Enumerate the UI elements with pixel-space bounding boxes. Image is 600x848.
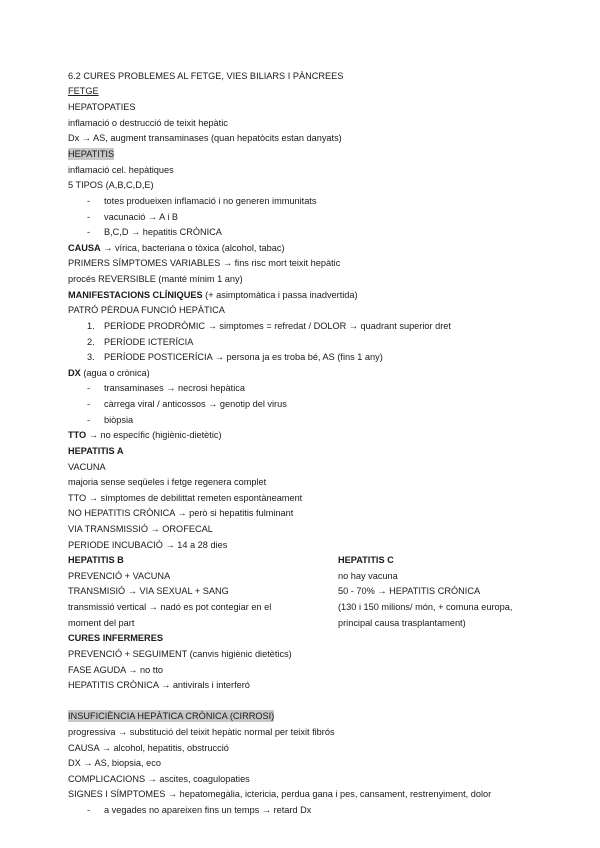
manifestacions-label: MANIFESTACIONS CLÍNIQUES bbox=[68, 290, 203, 300]
list-item: - vacunació → A i B bbox=[104, 211, 178, 223]
manifestacions-text: (+ asimptomàtica i passa inadvertida) bbox=[202, 290, 358, 300]
section-heading-hepatitis-c: HEPATITIS C bbox=[338, 555, 394, 565]
section-heading-fetge: FETGE bbox=[68, 86, 99, 96]
hepatitis-manifestacions bbox=[68, 289, 358, 301]
causa-text: → vírica, bacteriana o tòxica (alcohol, tabac) bbox=[100, 243, 285, 253]
hep-b-line: moment del part bbox=[68, 618, 135, 628]
hep-b-line: PREVENCIÓ + VACUNA bbox=[68, 571, 171, 581]
section-heading-cures-infermeres: CURES INFERMERES bbox=[68, 633, 163, 643]
hepatitis-causa bbox=[68, 242, 285, 254]
tto-label: TTO bbox=[68, 430, 87, 440]
list-item: - transaminases → necrosi hepàtica bbox=[104, 382, 245, 394]
hepatopaties-dx: Dx → AS, augment transaminases (quan hepatòcits estan danyats) bbox=[68, 133, 342, 143]
hep-b-line: TRANSMISIÓ → VIA SEXUAL + SANG bbox=[68, 586, 229, 596]
cures-line: PREVENCIÓ + SEGUIMENT (canvis higiènic dietètics) bbox=[68, 649, 292, 659]
list-item: - B,C,D → hepatitis CRÒNICA bbox=[104, 226, 222, 238]
hep-c-line: principal causa trasplantament) bbox=[338, 618, 466, 628]
causa-label: CAUSA bbox=[68, 243, 101, 253]
cures-line: FASE AGUDA → no tto bbox=[68, 665, 163, 675]
list-item: - càrrega viral / anticossos → genotip del virus bbox=[104, 398, 287, 410]
list-item: 2. PERÍODE ICTERÍCIA bbox=[87, 337, 194, 347]
hepatitis-types: 5 TIPOS (A,B,C,D,E) bbox=[68, 180, 154, 190]
list-item: 1. PERÍODE PRODRÒMIC → simptomes = refredat / DOLOR → quadrant superior dret bbox=[87, 321, 451, 331]
hepatitis-tto bbox=[68, 429, 222, 441]
hepatitis-proces: procés REVERSIBLE (manté mínim 1 any) bbox=[68, 274, 243, 284]
hep-c-line: no hay vacuna bbox=[338, 571, 398, 581]
dx-label: DX bbox=[68, 368, 81, 378]
hepatopaties-definition: inflamació o destrucció de teixit hepàtic bbox=[68, 118, 228, 128]
list-item: - biòpsia bbox=[104, 414, 133, 426]
section-heading-insuficiencia: INSUFICIÈNCIA HEPÀTICA CRÒNICA (CIRROSI) bbox=[68, 711, 275, 721]
hepatitis-definition: inflamació cel. hepàtiques bbox=[68, 165, 174, 175]
section-heading-hepatitis: HEPATITIS bbox=[68, 149, 115, 159]
tto-text: → no específic (higiènic-dietètic) bbox=[86, 430, 222, 440]
hep-a-line: NO HEPATITIS CRÒNICA → però si hepatitis fulminant bbox=[68, 508, 294, 518]
hep-b-line: transmissió vertical → nadó es pot contegiar en el bbox=[68, 602, 272, 612]
hep-c-line: 50 - 70% → HEPATITIS CRÓNICA bbox=[338, 586, 481, 596]
hep-c-line: (130 i 150 milions/ món, + comuna europa, bbox=[338, 602, 513, 612]
hep-a-line: PERIODE INCUBACIÓ → 14 a 28 dies bbox=[68, 540, 228, 550]
insuf-line: COMPLICACIONS → ascites, coagulopaties bbox=[68, 774, 250, 784]
list-item: 3. PERÍODE POSTICERÍCIA → persona ja es troba bé, AS (fins 1 any) bbox=[87, 352, 383, 362]
section-heading-hepatitis-b: HEPATITIS B bbox=[68, 555, 124, 565]
document-title: 6.2 CURES PROBLEMES AL FETGE, VIES BILIARS I PÀNCREES bbox=[68, 71, 344, 81]
cures-line: HEPATITIS CRÒNICA → antivirals i interferó bbox=[68, 680, 250, 690]
hep-a-line: TTO → símptomes de debilittat remeten espontàneament bbox=[68, 493, 303, 503]
hep-a-line: VIA TRANSMISSIÓ → OROFECAL bbox=[68, 524, 213, 534]
insuf-line: progressiva → substitució del teixit hepàtic normal per teixit fibrós bbox=[68, 727, 335, 737]
hep-a-line: majoria sense seqüeles i fetge regenera complet bbox=[68, 477, 267, 487]
hep-a-line: VACUNA bbox=[68, 462, 106, 472]
hepatitis-patro: PATRÓ PÈRDUA FUNCIÓ HEPÀTICA bbox=[68, 305, 225, 315]
section-heading-hepatitis-a: HEPATITIS A bbox=[68, 446, 124, 456]
dx-text: (agua o crònica) bbox=[80, 368, 150, 378]
hepatitis-dx bbox=[68, 367, 150, 379]
list-item: - totes produeixen inflamació i no generen immunitats bbox=[104, 195, 316, 207]
insuf-line: CAUSA → alcohol, hepatitis, obstrucció bbox=[68, 743, 229, 753]
hepatopaties-label: HEPATOPATIES bbox=[68, 102, 136, 112]
insuf-line: DX → AS, biopsia, eco bbox=[68, 758, 161, 768]
insuf-line: SIGNES I SÍMPTOMES → hepatomegàlia, ictericia, perdua gana i pes, cansament, restrenyiment, dolor bbox=[68, 789, 492, 799]
list-item: - a vegades no apareixen fins un temps → retard Dx bbox=[104, 804, 311, 816]
hepatitis-primers-simptomes: PRIMERS SÍMPTOMES VARIABLES → fins risc mort teixit hepàtic bbox=[68, 258, 341, 268]
